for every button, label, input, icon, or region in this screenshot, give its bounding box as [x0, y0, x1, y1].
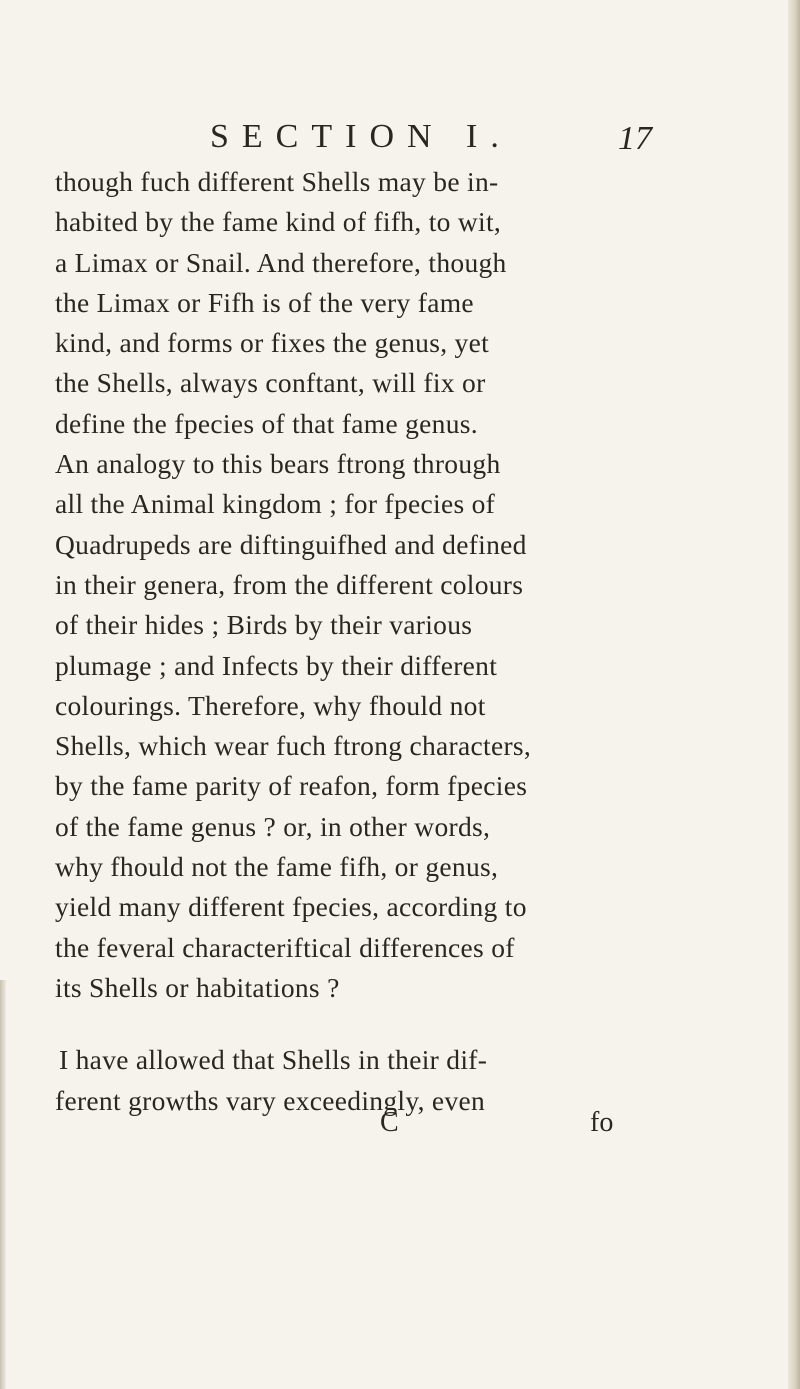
text-line: define the fpecies of that fame genus.: [55, 407, 478, 439]
text-line: Quadrupeds are diftinguifhed and defined: [55, 528, 527, 560]
text-line: of their hides ; Birds by their various: [55, 609, 473, 641]
paragraph-1: [55, 162, 645, 1008]
text-line: habited by the fame kind of fifh, to wit,: [55, 206, 502, 238]
text-line: its Shells or habitations ?: [55, 971, 340, 1003]
text-line: plumage ; and Infects by their different: [55, 649, 498, 681]
page-edge-left: [0, 980, 6, 1389]
text-line: of the fame genus ? or, in other words,: [55, 810, 491, 842]
paragraph-2: [55, 1040, 645, 1121]
text-line: the Limax or Fifh is of the very fame: [55, 286, 474, 318]
text-line: I have allowed that Shells in their dif-: [59, 1044, 488, 1076]
text-line: Shells, which wear fuch ftrong characters,: [55, 730, 532, 762]
text-line: An analogy to this bears ftrong through: [55, 448, 501, 480]
text-line: all the Animal kingdom ; for fpecies of: [55, 488, 496, 520]
text-line: yield many different fpecies, according to: [55, 891, 527, 923]
text-line: ferent growths vary exceedingly, even: [55, 1084, 486, 1116]
text-line: colourings. Therefore, why fhould not: [55, 689, 486, 721]
text-line: why fhould not the fame fifh, or genus,: [55, 851, 499, 883]
text-line: the feveral characteriftical differences of: [55, 931, 515, 963]
catchword: fo: [590, 1107, 614, 1138]
signature-mark: C: [380, 1107, 399, 1138]
text-line: by the fame parity of reafon, form fpecies: [55, 770, 528, 802]
text-line: in their genera, from the different colours: [55, 568, 524, 600]
text-line: a Limax or Snail. And therefore, though: [55, 246, 507, 278]
text-line: kind, and forms or fixes the genus, yet: [55, 327, 490, 359]
section-header: SECTION I.: [210, 118, 512, 155]
text-line: though fuch different Shells may be in-: [55, 166, 499, 197]
body-text: [55, 162, 645, 1121]
page-edge-right: [788, 0, 800, 1389]
text-line: the Shells, always conftant, will fix or: [55, 367, 486, 399]
page-number: 17: [618, 120, 652, 157]
